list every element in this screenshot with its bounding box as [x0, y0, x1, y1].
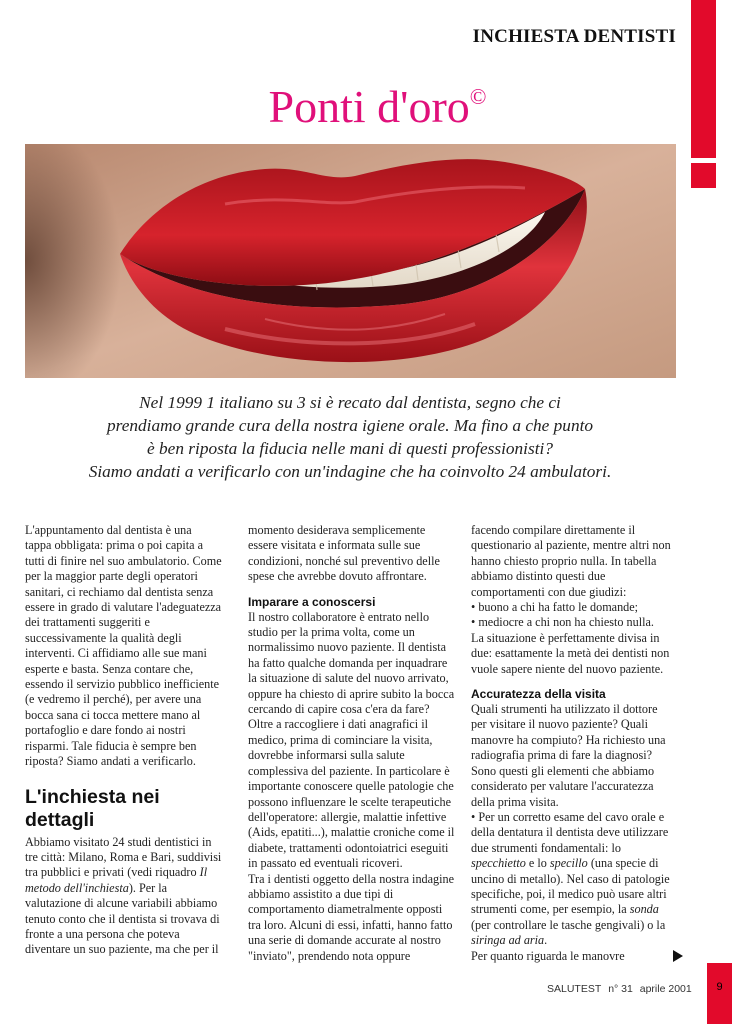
text-line: per la maggior parte degli operatori: [25, 569, 198, 584]
text-line: Abbiamo visitato 24 studi dentistici in: [25, 834, 212, 849]
text-line: dell'operatore: allergie, malattie infettive: [248, 809, 447, 824]
text-line: momento desiderava semplicemente: [248, 523, 426, 537]
text-line: Oltre a raccogliere i dati anagrafici il: [248, 717, 429, 732]
text-span: (una specie di: [587, 856, 659, 871]
text-line: successivamente la qualità degli: [25, 630, 182, 645]
title-text: Ponti d'oro: [268, 81, 470, 132]
text-line: questionario al paziente, mentre altri non: [471, 538, 671, 553]
section-label: INCHIESTA DENTISTI: [472, 26, 676, 47]
text-line: tappa obbligata: prima o poi capita a: [25, 538, 204, 553]
text-line: diabete, trattamenti odontoiatrici eseguiti: [248, 840, 449, 855]
text-line: [471, 933, 681, 948]
lead-line: è ben riposta la fiducia nelle mani di questi professionisti?: [147, 439, 553, 458]
text-line: essere visitata e informata sulle sue: [248, 538, 421, 553]
subheading-line: L'inchiesta nei: [25, 785, 160, 808]
text-line: L'appuntamento dal dentista è una: [25, 523, 192, 537]
text-line: risparmi. Tale fiducia è sempre ben: [25, 738, 197, 753]
text-line: (e vedremo il perché), per avere una: [25, 692, 202, 707]
text-line: hanno chiesto proprio nulla. In tabella: [471, 553, 657, 568]
text-line: uncino di metallo). Nel caso di patologie: [471, 871, 670, 886]
bullet-item: • mediocre a chi non ha chiesto nulla.: [471, 615, 681, 630]
text-line: radiografia prima di fare la diagnosi?: [471, 748, 653, 763]
text-line: "inviato", prendendo nota oppure: [248, 948, 411, 963]
subheading-imparare: Imparare a conoscersi: [248, 594, 376, 609]
text-span: ). Per la: [128, 880, 168, 895]
continue-arrow-icon: [673, 950, 683, 962]
bullet-item: • buono a chi ha fatto le domande;: [471, 600, 681, 615]
text-line: portafoglio e dare fondo ai nostri: [25, 723, 186, 738]
lead-paragraph: [30, 391, 670, 483]
text-line: bocca sana ci tocca mettere mano al: [25, 707, 201, 722]
text-span: e lo: [525, 856, 550, 871]
text-line: Per quanto riguarda le manovre: [471, 948, 625, 963]
text-line: importante conoscere quelle patologie che: [248, 779, 454, 794]
lead-line: Nel 1999 1 italiano su 3 si è recato dal dentista, segno che ci: [139, 393, 561, 412]
text-line: cercando di capire cosa c'era da fare?: [248, 702, 430, 717]
text-line: facendo compilare direttamente il: [471, 523, 636, 537]
text-line: manovre ha compiuto? Ha richiesto una: [471, 732, 666, 747]
text-line: la situazione di salute del nuovo arrivato,: [248, 671, 449, 686]
text-line: due strumenti fondamentali: lo: [471, 840, 621, 855]
text-span: tra pubblici e privati (vedi riquadro: [25, 865, 200, 880]
text-line: Quali strumenti ha utilizzato il dottore: [471, 702, 658, 717]
text-line: [25, 881, 235, 896]
text-line: tutti di finire nel suo ambulatorio. Come: [25, 553, 222, 568]
lips-illustration: [25, 144, 676, 378]
text-line: oppure ha chiesto di aprire subito la bocca: [248, 686, 455, 701]
text-line: (per controllare le tasche gengivali) o la: [471, 917, 666, 932]
subheading-accuratezza: Accuratezza della visita: [471, 687, 606, 702]
text-line: della prima visita.: [471, 794, 559, 809]
text-em: sonda: [629, 902, 659, 917]
text-line: una serie di domande accurate al nostro: [248, 933, 441, 948]
text-line: studio per la prima volta, come un: [248, 625, 415, 640]
text-line: riposta? Siamo andati a verificarlo.: [25, 754, 196, 769]
text-line: complessiva del paziente. In particolare è: [248, 763, 450, 778]
text-line: in passato ed eventuali ricoveri.: [248, 856, 403, 871]
text-line: Sono questi gli elementi che abbiamo: [471, 763, 655, 778]
red-tab: [691, 0, 716, 158]
text-line: [471, 856, 681, 871]
page-number: 9: [716, 981, 723, 993]
magazine-name: SALUTEST: [547, 983, 602, 995]
hero-image-lips: [25, 144, 676, 378]
text-line: Il nostro collaboratore è entrato nello: [248, 609, 430, 624]
text-line: [471, 902, 681, 917]
text-line: tenuto conto che il dentista si trovava di: [25, 911, 220, 926]
text-line: La situazione è perfettamente divisa in: [471, 630, 660, 645]
text-line: possono influenzare le scelte terapeutiche: [248, 794, 452, 809]
text-line: per visitare il nuovo paziente? Quali: [471, 717, 648, 732]
text-line: diventare un suo paziente, ma che per il: [25, 942, 219, 957]
text-line: valutazione di alcune variabili abbiamo: [25, 896, 218, 911]
text-line: normalissimo nuovo paziente. Il dentista: [248, 640, 447, 655]
column-2: [248, 523, 458, 964]
page-title: [0, 80, 755, 133]
text-line: Tra i dentisti oggetto della nostra indagine: [248, 871, 455, 886]
text-line: abbiamo distinto questi due: [471, 569, 606, 584]
text-em: specillo: [549, 856, 588, 871]
issue-number: n° 31: [608, 983, 633, 995]
subheading-line: dettagli: [25, 808, 95, 831]
text-line: vuole sapere niente del nuovo paziente.: [471, 661, 664, 676]
text-em: specchietto: [471, 856, 526, 871]
text-line: [25, 865, 235, 880]
column-3: [471, 523, 681, 964]
text-line: abbiamo assistito a due tipi di: [248, 886, 394, 901]
text-line: tra loro. Alcuni di essi, infatti, hanno fatto: [248, 917, 453, 932]
text-line: sanitari, ci rechiamo dal dentista senza: [25, 584, 214, 599]
text-line: (Aids, epatiti...), malattie croniche come il: [248, 825, 455, 840]
text-line: dei trattamenti suggeriti e: [25, 615, 150, 630]
text-line: dovrebbe informarsi sulla salute: [248, 748, 405, 763]
page-number-tab: [707, 963, 732, 1024]
issue-date: aprile 2001: [639, 983, 692, 995]
lead-line: Siamo andati a verificarlo con un'indagine che ha coinvolto 24 ambulatori.: [88, 462, 612, 481]
footer: [547, 983, 696, 995]
text-line: della dentatura il dentista deve utilizzare: [471, 825, 669, 840]
text-line: essendo il servizio pubblico inefficiente: [25, 677, 220, 692]
text-line: essere in grado di valutare l'adeguatezza: [25, 600, 222, 615]
text-line: considerato per valutare l'accuratezza: [471, 779, 654, 794]
text-line: fronte a una persona che poteva: [25, 926, 180, 941]
text-line: spese che avrebbe dovuto affrontare.: [248, 569, 427, 584]
subheading-inchiesta: [25, 786, 235, 832]
text-line: interventi. Ci affidiamo alle sue mani: [25, 646, 207, 661]
bullet-item: • Per un corretto esame del cavo orale e: [471, 810, 681, 825]
text-line: condizioni, nonché sul preventivo delle: [248, 553, 440, 568]
text-line: comportamento diametralmente opposti: [248, 902, 443, 917]
copyright-mark: ©: [469, 84, 487, 109]
column-1: [25, 523, 235, 958]
text-em: Il: [199, 865, 208, 880]
text-line: tre città: Milano, Roma e Bari, suddivisi: [25, 849, 222, 864]
red-tab-small: [691, 163, 716, 188]
text-line: due: esattamente la metà dei dentisti non: [471, 646, 670, 661]
text-em: siringa ad aria: [471, 933, 545, 948]
text-line: ha fatto qualche domanda per inquadrare: [248, 655, 448, 670]
text-line: medico, prima di cominciare la visita,: [248, 732, 433, 747]
text-line: specifiche, poi, il medico può usare altri: [471, 886, 667, 901]
lead-line: prendiamo grande cura della nostra igiene orale. Ma fino a che punto: [106, 416, 594, 435]
text-em: metodo dell'inchiesta: [25, 880, 129, 895]
text-span: strumenti come, per esempio, la: [471, 902, 630, 917]
text-span: .: [544, 933, 548, 948]
text-line: comportamenti con due giudizi:: [471, 584, 627, 599]
text-line: esperte e basta. Senza contare che,: [25, 661, 194, 676]
